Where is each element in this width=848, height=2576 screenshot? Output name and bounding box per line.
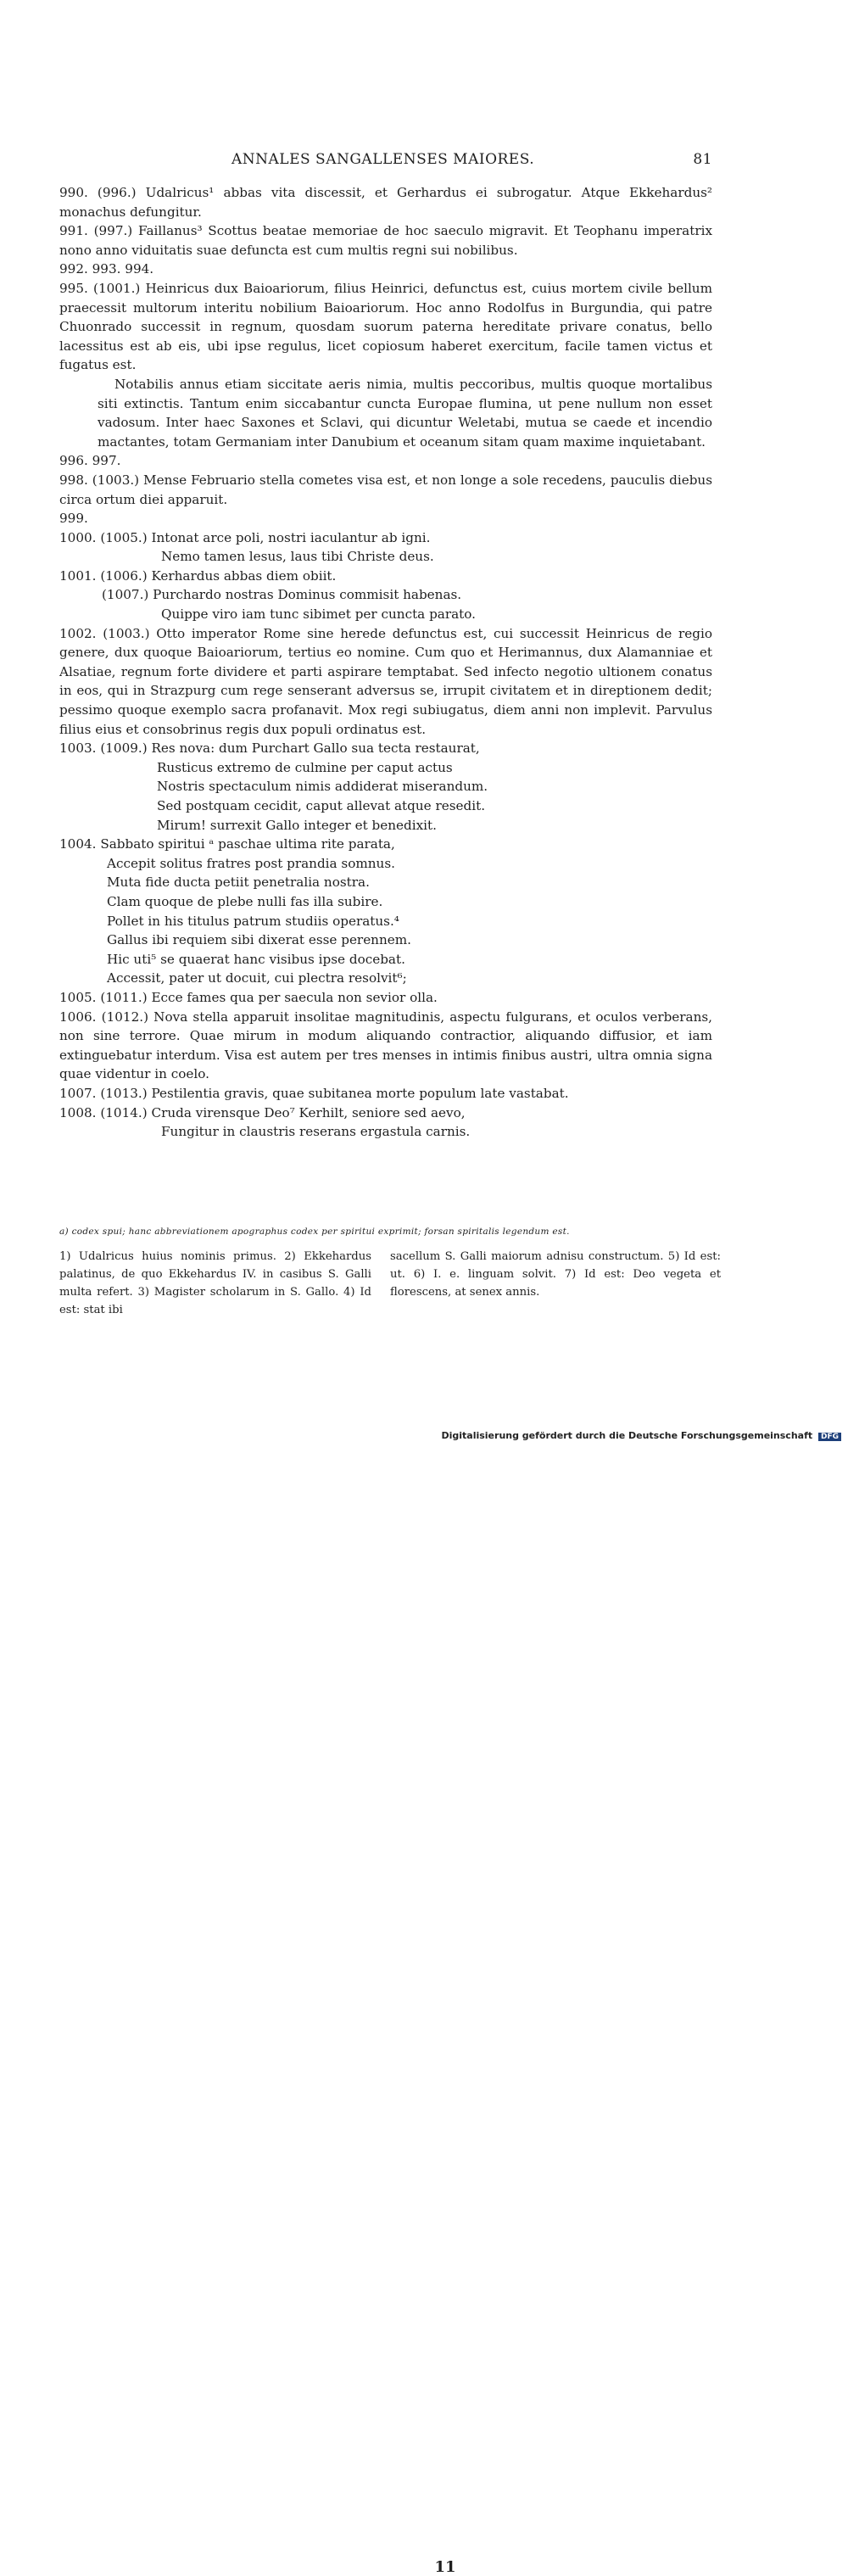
entry-992-994: 992. 993. 994. — [59, 261, 154, 277]
entry-995-paragraph-2: Notabilis annus etiam siccitate aeris nimia, multis peccoribus, multis quoque mortalibus siti extinctis. Tantum enim siccabantur cuncta Europae flumina, ut pene nullum non esset vadosum. Inter haec Saxones et Sclavi, qui dicuntur Weletabi, mutua se caede et incendio mactantes, totam Germaniam inter Danubium et oceanum sitam quam maxime inquietabant. — [98, 376, 712, 450]
verse-line: Sabbato spiritui ᵃ paschae ultima rite parata, — [100, 836, 395, 852]
verse-line: Gallus ibi requiem sibi dixerat esse perennem. — [107, 932, 411, 948]
entry-1005: 1005. (1011.) Ecce fames qua per saecula non sevior olla. — [59, 989, 438, 1005]
verse-line: Mirum! surrexit Gallo integer et benedixit. — [157, 817, 437, 833]
verse-line: Sed postquam cecidit, caput allevat atque resedit. — [157, 798, 486, 813]
entry-1008: 1008. (1014.) Cruda virensque Deo⁷ Kerhilt, seniore sed aevo, Fungitur in claustris reserans ergastula carnis. — [59, 1104, 712, 1142]
verse-line: Quippe viro iam tunc sibimet per cuncta parato. — [161, 606, 476, 623]
verse-line: (1009.) Res nova: dum Purchart Gallo sua tecta restaurat, — [100, 740, 480, 757]
annal-entries — [59, 183, 712, 1142]
entry-999: 999. — [59, 511, 88, 527]
entry-1001: 1001. (1006.) Kerhardus abbas diem obiit. (1007.) Purchardo nostras Dominus commisit habenas. Quippe viro iam tunc sibimet per cuncta parato. — [59, 567, 712, 624]
entry-1004: 1004. Sabbato spiritui ᵃ paschae ultima rite parata, Accepit solitus fratres post prandia somnus. Muta fide ducta petiit penetralia nostra. Clam quoque de plebe nulli fas illa subire. Pollet in his titulus patrum studiis operatus.⁴ Gallus ibi requiem sibi dixerat esse perennem. Hic uti⁵ se quaerat hanc visibus ipse docebat. Accessit, pater ut docuit, cui plectra resolvit⁶; — [59, 835, 712, 988]
signature-mark: 11 — [434, 2558, 456, 2576]
footnotes-right-column: sacellum S. Galli maiorum adnisu constructum. 5) Id est: ut. 6) I. e. linguam solvit. 7) Id est: Deo vegeta et florescens, at senex annis. — [390, 1250, 721, 1299]
dfg-logo: DFG — [818, 1433, 841, 1441]
textual-note-a: a) codex spui; hanc abbreviationem apographus codex per spiritui exprimit; forsan spiritalis legendum est. — [59, 1227, 570, 1237]
verse-line: (1014.) Cruda virensque Deo⁷ Kerhilt, seniore sed aevo, — [100, 1104, 466, 1120]
entry-996-997: 996. 997. — [59, 453, 121, 469]
verse-line: (1007.) Purchardo nostras Dominus commisit habenas. — [102, 587, 462, 603]
verse-line: Rusticus extremo de culmine per caput actus — [157, 759, 453, 775]
verse-line: Nostris spectaculum nimis addiderat miserandum. — [157, 779, 488, 795]
page-number: 81 — [693, 151, 712, 168]
verse-line: (1005.) Intonat arce poli, nostri iaculantur ab igni. — [100, 529, 431, 545]
footnotes-left-column: 1) Udalricus huius nominis primus. 2) Ekkehardus palatinus, de quo Ekkehardus IV. in casibus S. Galli multa refert. 3) Magister scholarum in S. Gallo. 4) Id est: stat ibi — [59, 1250, 371, 1316]
verse-line: Accessit, pater ut docuit, cui plectra resolvit⁶; — [107, 970, 407, 986]
entry-991: 991. (997.) Faillanus³ Scottus beatae memoriae de hoc saeculo migravit. Et Teophanu imperatrix nono anno viduitatis suae defuncta est cum multis regni sui nobilibus. — [59, 223, 713, 258]
verse-line: Muta fide ducta petiit penetralia nostra. — [107, 874, 370, 891]
entry-1002: 1002. (1003.) Otto imperator Rome sine herede defunctus est, cui successit Heinricus de regio genere, dux quoque Baioariorum, tertius eo nomine. Cum quo et Herimannus, dux Alamanniae et Alsatiae, regnum forte dividere et parti aspirare temptabat. Sed infecto negotio ultionem conatus in eos, qui in Strazpurg cum rege senserant adversus se, irrupit civitatem et in direptionem dedit; pessimo quoque exemplo sacra profanavit. Mox regi subiugatus, diem anni non implevit. Parvulus filius eius et consobrinus regis dux populi ordinatus est. — [59, 625, 713, 737]
verse-line: Hic uti⁵ se quaerat hanc visibus ipse docebat. — [107, 951, 405, 967]
running-header — [59, 151, 712, 173]
entry-1006: 1006. (1012.) Nova stella apparuit insolitae magnitudinis, aspectu fulgurans, et oculos verberans, non sine terrore. Quae mirum in modum aliquando contractior, aliquando diffusior, et iam extinguebatur interdum. Visa est autem per tres menses in intimis finibus austri, ultra omnia signa quae videntur in coelo. — [59, 1009, 713, 1082]
entry-1007: 1007. (1013.) Pestilentia gravis, quae subitanea morte populum late vastabat. — [59, 1085, 569, 1101]
verse-line: Nemo tamen lesus, laus tibi Christe deus. — [161, 549, 434, 565]
verse-line: Clam quoque de plebe nulli fas illa subire. — [107, 893, 383, 909]
entry-995: 995. (1001.) Heinricus dux Baioariorum, filius Heinrici, defunctus est, cuius mortem civile bellum praecessit multorum interitu nobilium Baioariorum. Hoc anno Rodolfus in Burgundia, qui patre Chuonrado successit in regnum, quosdam suorum paterna hereditate privare conatus, bello lacessitus est ab eis, ubi ipse regulus, licet copiosum haberet exercitum, facile tamen victus et fugatus est. — [59, 280, 712, 373]
page-title: ANNALES SANGALLENSES MAIORES. — [232, 151, 535, 168]
entry-1000: 1000. (1005.) Intonat arce poli, nostri iaculantur ab igni. Nemo tamen lesus, laus tibi Christe deus. — [59, 528, 712, 567]
entry-1003: 1003. (1009.) Res nova: dum Purchart Gallo sua tecta restaurat, Rusticus extremo de culmine per caput actus Nostris spectaculum nimis addiderat miserandum. Sed postquam cecidit, caput allevat atque resedit. Mirum! surrexit Gallo integer et benedixit. — [59, 739, 712, 835]
verse-line: Pollet in his titulus patrum studiis operatus.⁴ — [107, 913, 399, 929]
entry-990: 990. (996.) Udalricus¹ abbas vita discessit, et Gerhardus ei subrogatur. Atque Ekkehardus² monachus defungitur. — [59, 185, 712, 220]
verse-line: Accepit solitus fratres post prandia somnus. — [107, 855, 395, 871]
funding-notice — [441, 1430, 841, 1441]
verse-line: (1006.) Kerhardus abbas diem obiit. — [100, 567, 337, 584]
verse-line: Fungitur in claustris reserans ergastula carnis. — [161, 1124, 471, 1140]
funding-text: Digitalisierung gefördert durch die Deutsche Forschungsgemeinschaft — [441, 1430, 813, 1441]
entry-998: 998. (1003.) Mense Februario stella cometes visa est, et non longe a sole recedens, pauculis diebus circa ortum diei apparuit. — [59, 472, 712, 507]
